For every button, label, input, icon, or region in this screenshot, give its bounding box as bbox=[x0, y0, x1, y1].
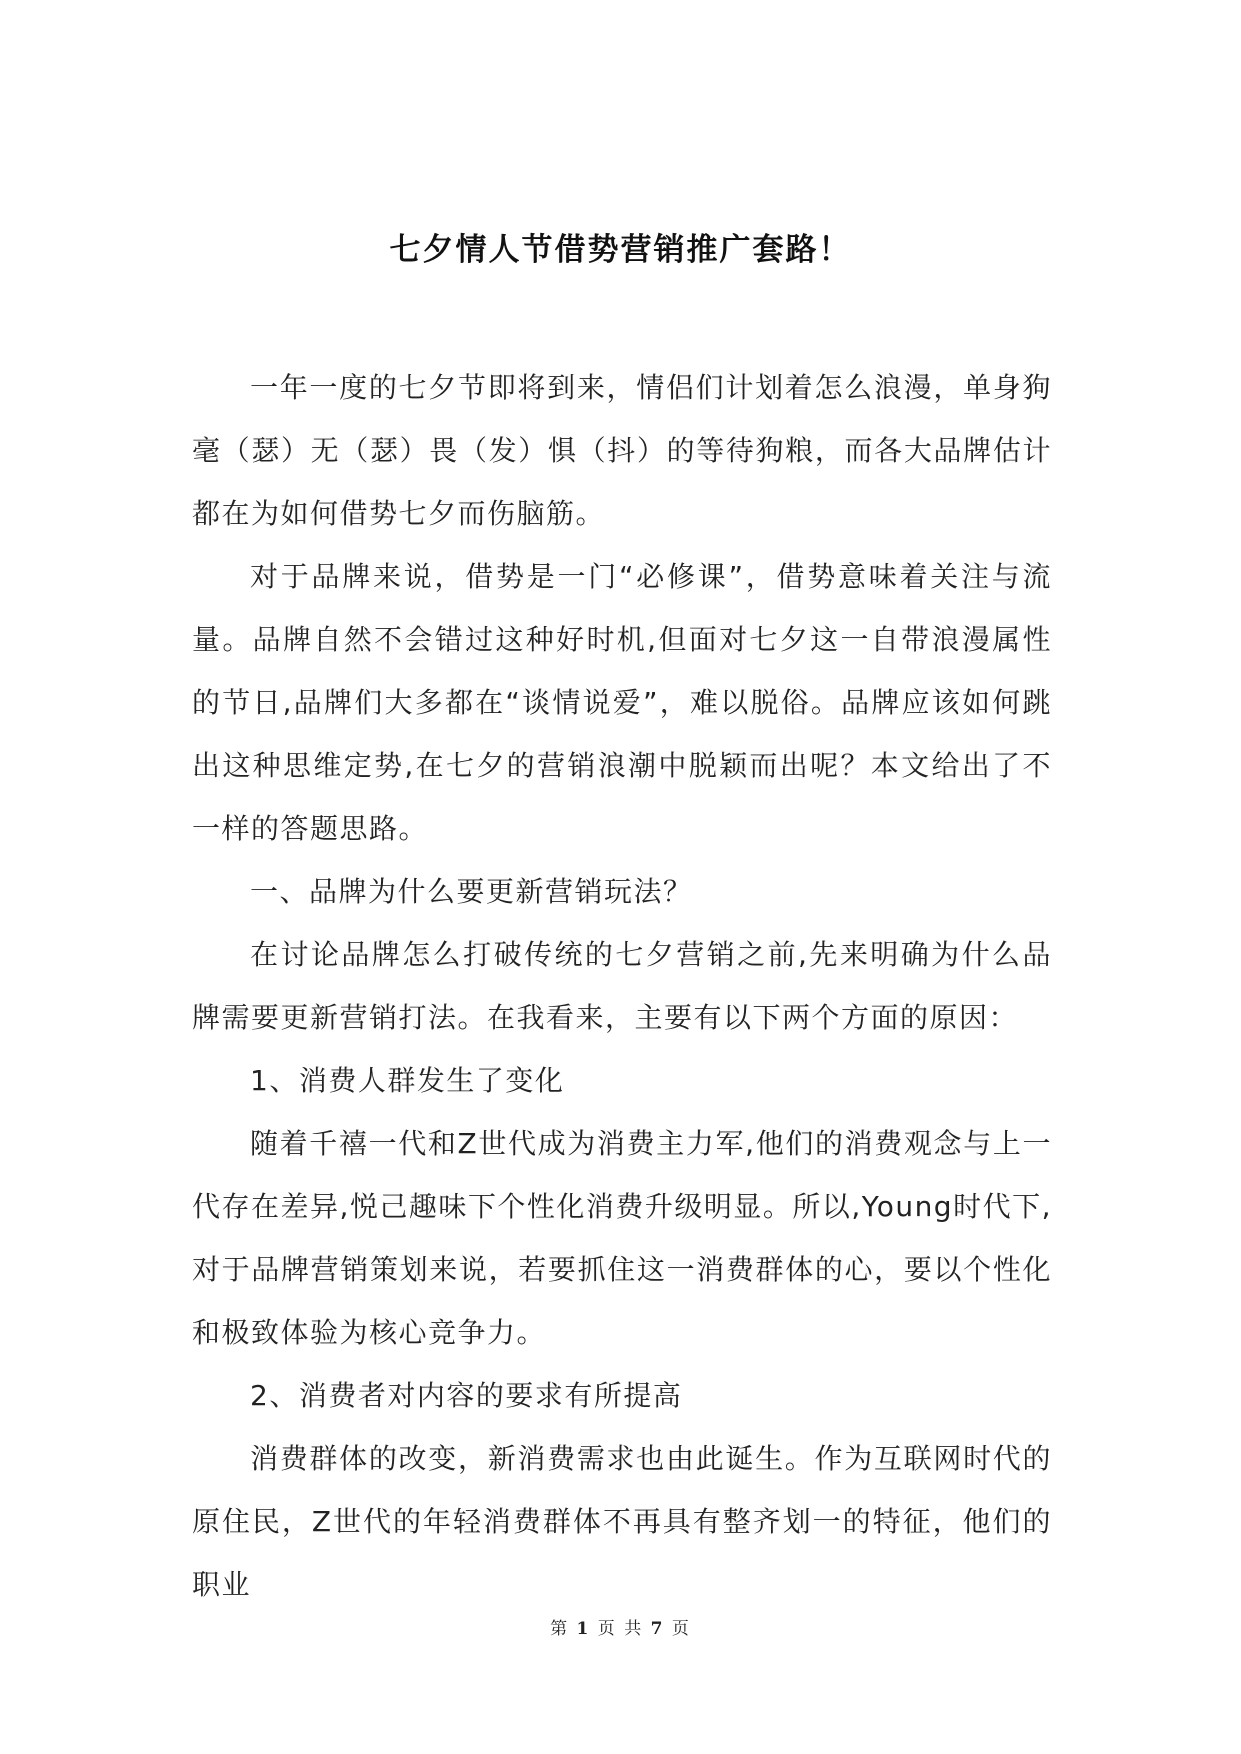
document-body bbox=[192, 356, 1052, 1616]
footer-prefix: 第 bbox=[550, 1619, 570, 1639]
current-page-number: 1 bbox=[576, 1619, 591, 1639]
footer-suffix: 页 bbox=[671, 1619, 691, 1639]
total-page-number: 7 bbox=[650, 1619, 665, 1639]
document-title: 七夕情人节借势营销推广套路！ bbox=[389, 232, 852, 268]
paragraph: 一年一度的七夕节即将到来，情侣们计划着怎么浪漫，单身狗毫（瑟）无（瑟）畏（发）惧（抖）的等待狗粮，而各大品牌估计都在为如何借势七夕而伤脑筋。 bbox=[192, 371, 1052, 530]
paragraph: 随着千禧一代和Z世代成为消费主力军,他们的消费观念与上一代存在差异,悦己趣味下个性化消费升级明显。所以,Young时代下,对于品牌营销策划来说，若要抓住这一消费群体的心，要以个性化和极致体验为核心竞争力。 bbox=[192, 1127, 1052, 1349]
paragraph: 消费群体的改变，新消费需求也由此诞生。作为互联网时代的原住民，Z世代的年轻消费群体不再具有整齐划一的特征，他们的职业 bbox=[192, 1442, 1052, 1601]
subsection-heading: 2、消费者对内容的要求有所提高 bbox=[250, 1379, 683, 1412]
footer-middle: 页 共 bbox=[597, 1619, 644, 1639]
page-footer bbox=[0, 1614, 1241, 1639]
paragraph: 在讨论品牌怎么打破传统的七夕营销之前,先来明确为什么品牌需要更新营销打法。在我看来，主要有以下两个方面的原因： bbox=[192, 938, 1052, 1034]
paragraph: 对于品牌来说，借势是一门“必修课”，借势意味着关注与流量。品牌自然不会错过这种好时机,但面对七夕这一自带浪漫属性的节日,品牌们大多都在“谈情说爱”，难以脱俗。品牌应该如何跳出这种思维定势,在七夕的营销浪潮中脱颖而出呢？本文给出了不一样的答题思路。 bbox=[192, 560, 1052, 845]
section-heading: 一、品牌为什么要更新营销玩法？ bbox=[250, 875, 693, 908]
subsection-heading: 1、消费人群发生了变化 bbox=[250, 1064, 565, 1097]
